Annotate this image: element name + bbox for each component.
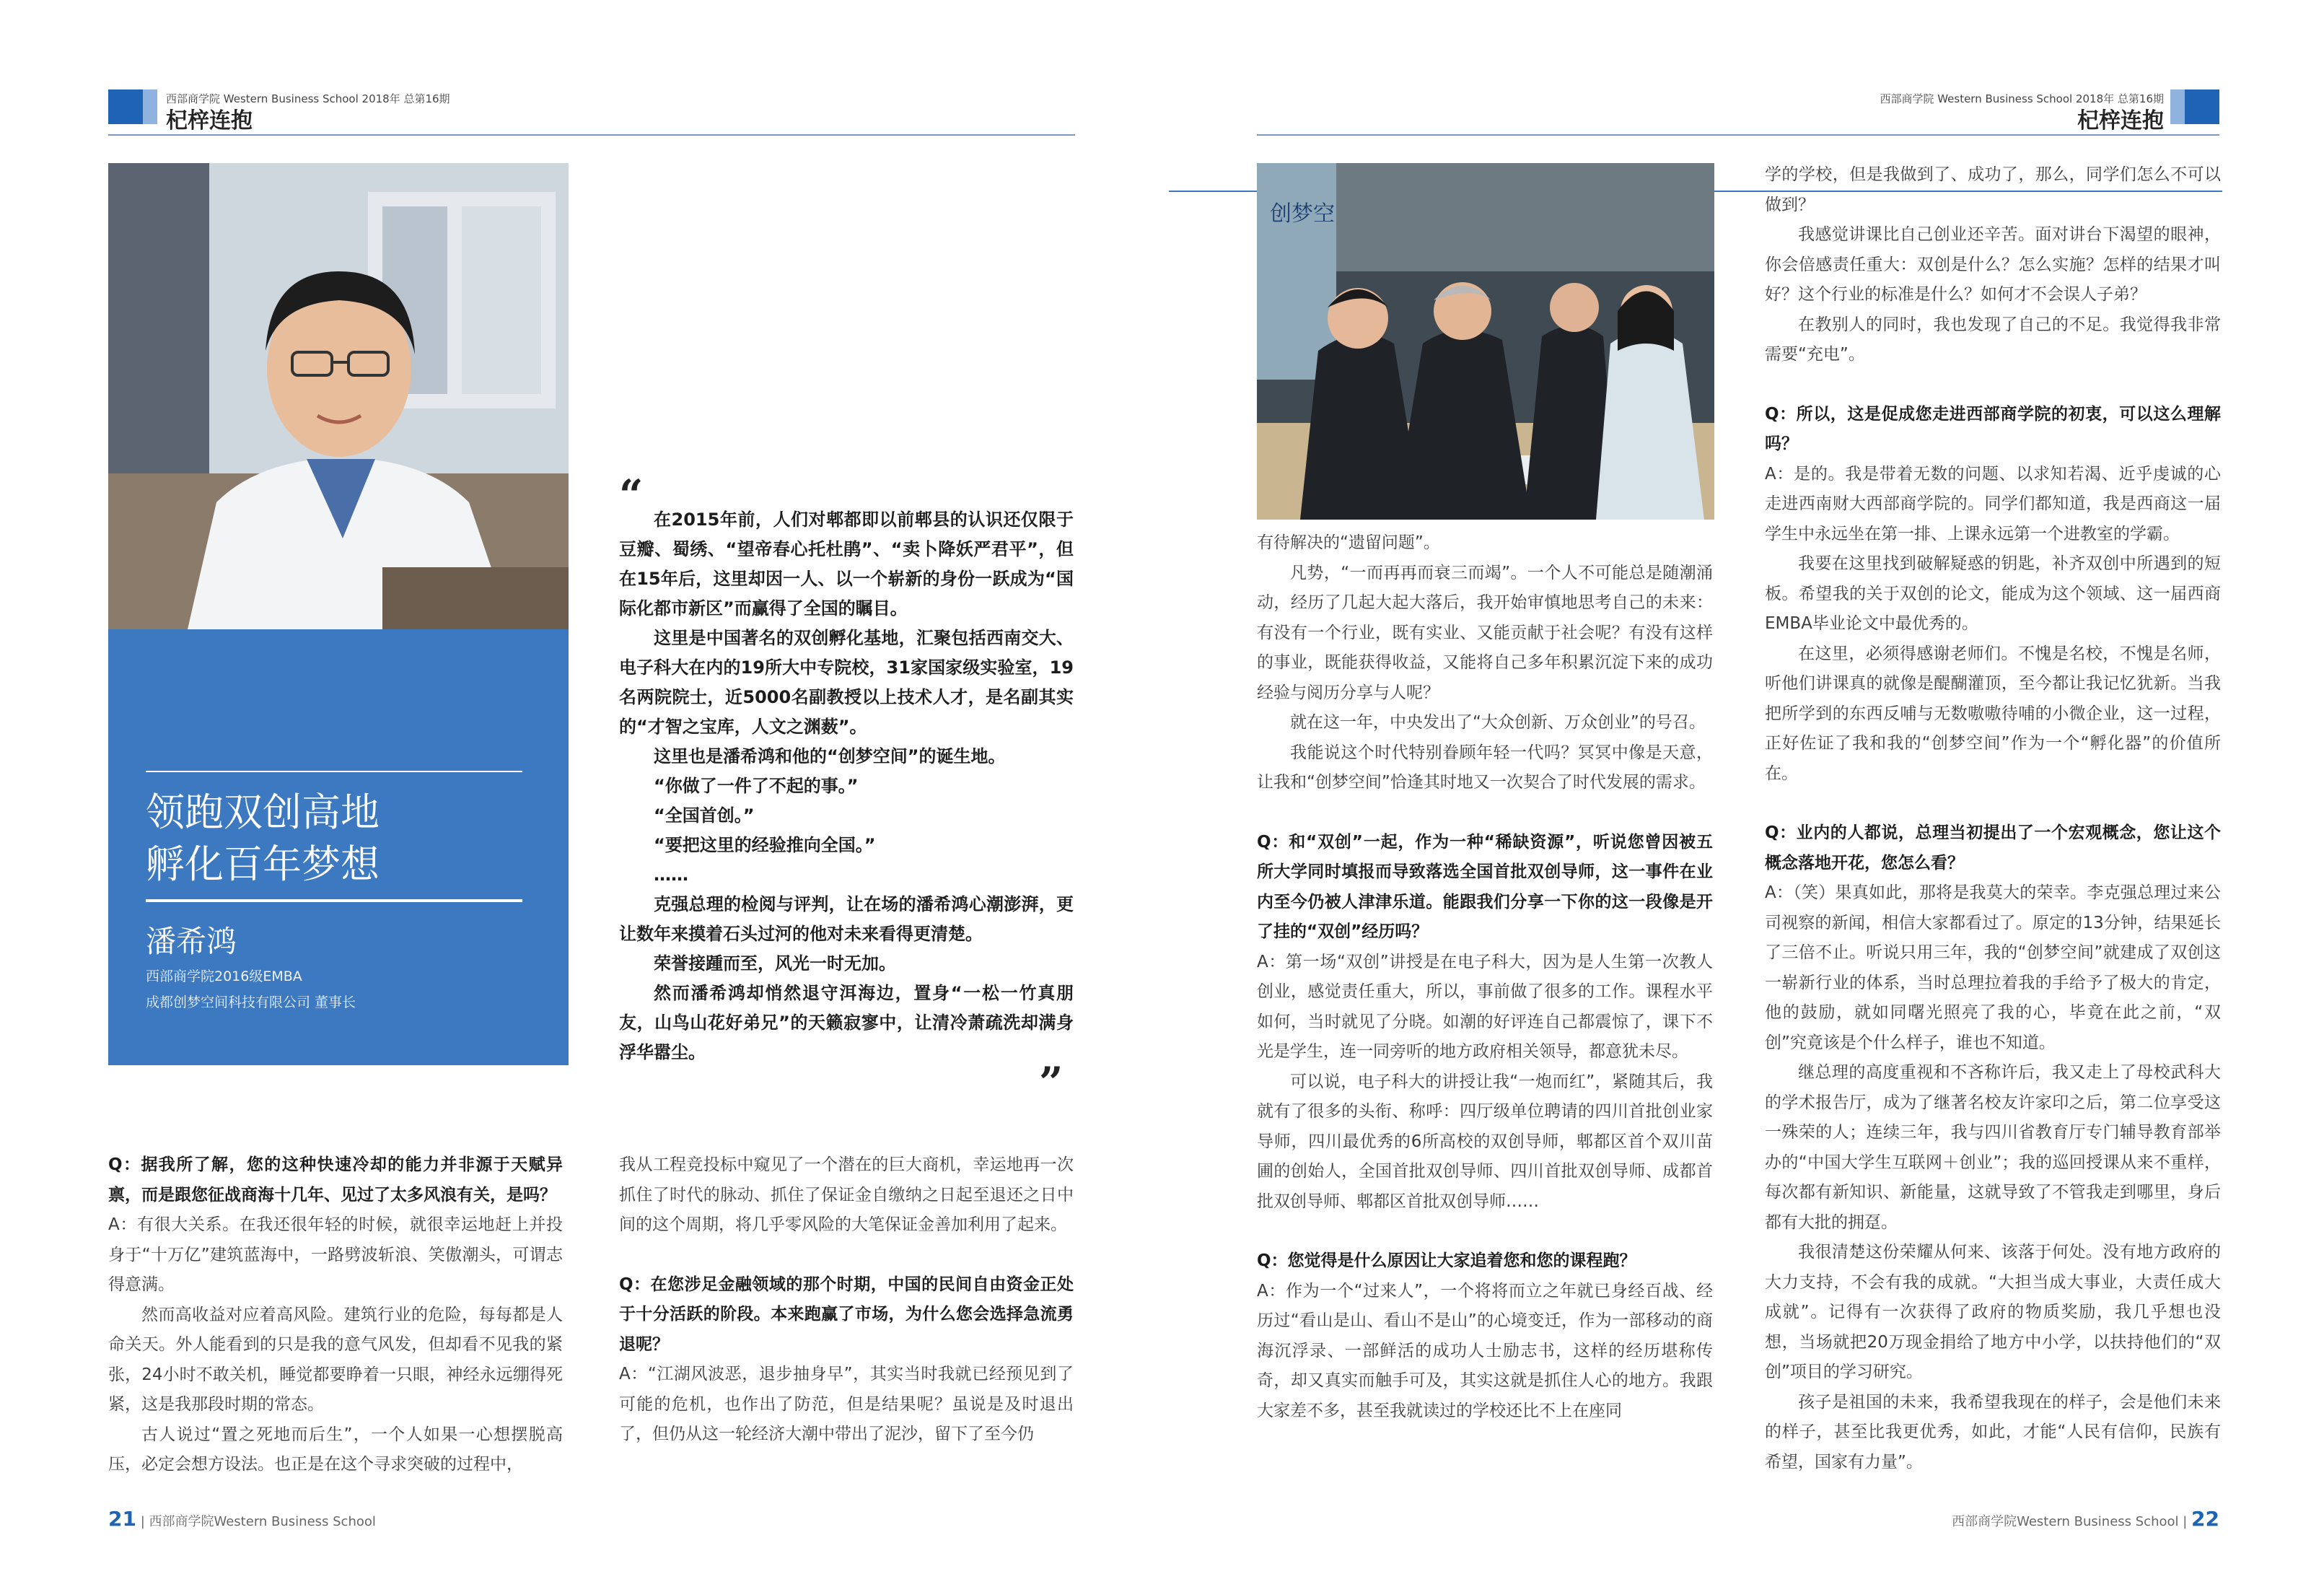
footer-right	[1952, 1507, 2219, 1531]
header-rule-right	[1257, 134, 2219, 136]
page-number-left: 21	[108, 1507, 136, 1531]
body-paragraph: 学的学校，但是我做到了、成功了，那么，同学们怎么不可以做到？	[1765, 165, 2221, 214]
header-right-issue: 西部商学院 Western Business School 2018年 总第16期	[1880, 92, 2164, 105]
quote-para: 克强总理的检阅与评判，让在场的潘希鸿心潮澎湃，更让数年来摸着石头过河的他对未来看得更清楚。	[619, 894, 1074, 944]
footer-left-text: | 西部商学院Western Business School	[140, 1514, 376, 1529]
body-paragraph: 在教别人的同时，我也发现了自己的不足。我觉得我非常需要“充电”。	[1765, 315, 2221, 364]
paragraph-gap	[1765, 789, 2221, 818]
quote-open-mark: “	[619, 471, 644, 520]
pull-quote	[619, 505, 1074, 1067]
profile-panel	[108, 629, 569, 1065]
quote-para: 然而潘希鸿却悄然退守洱海边，置身“一松一竹真朋友，山鸟山花好弟兄”的天籁寂寥中，让清冷萧疏洗却满身浮华嚣尘。	[619, 983, 1074, 1062]
photo-sign-text: 创梦空	[1270, 201, 1335, 227]
profile-rule-bottom	[146, 899, 522, 902]
body-paragraph: 古人说过“置之死地而后生”，一个人如果一心想摆脱高压，必定会想方设法。也正是在这个寻求突破的过程中，	[108, 1425, 563, 1474]
body-paragraph: 我能说这个时代特别眷顾年轻一代吗？冥冥中像是天意，让我和“创梦空间”恰逢其时地又一次契合了时代发展的需求。	[1257, 743, 1713, 792]
header-right-title: 杞梓连抱	[2077, 108, 2164, 134]
profile-headline-1: 领跑双创高地	[146, 790, 380, 835]
header-rule-left	[108, 134, 1075, 136]
body-paragraph: 就在这一年，中央发出了“大众创新、万众创业”的号召。	[1290, 713, 1706, 732]
body-paragraph: 凡势，“一而再再而衰三而竭”。一个人不可能总是随潮涌动，经历了几起大起大落后，我开始审慎地思考自己的未来：有没有一个行业，既有实业、又能贡献于社会呢？有没有这样的事业，既能获得收益，又能将自己多年积累沉淀下来的成功经验与阅历分享与人呢？	[1257, 563, 1713, 702]
footer-left	[108, 1507, 376, 1531]
answer-paragraph: A：“江湖风波恶，退步抽身早”，其实当时我就已经预见到了可能的危机，也作出了防范，但是结果呢？虽说是及时退出了，但仍从这一轮经济大潮中带出了泥沙，留下了至今仍	[619, 1365, 1074, 1443]
header-accent-left-light	[143, 89, 157, 124]
portrait-photo	[108, 163, 569, 629]
body-paragraph: 我很清楚这份荣耀从何来、该落于何处。没有地方政府的大力支持，不会有我的成就。“大担当成大事业，大责任成大成就”。记得有一次获得了政府的物质奖励，我几乎想也没想，当场就把20万现金捐给了地方中小学，以扶持他们的“双创”项目的学习研究。	[1765, 1243, 2221, 1381]
paragraph-gap	[1765, 370, 2221, 400]
header-left-title: 杞梓连抱	[166, 108, 253, 134]
footer-right-text: 西部商学院Western Business School |	[1952, 1514, 2188, 1529]
header-accent-right-light	[2170, 89, 2185, 124]
body-paragraph: 孩子是祖国的未来，我希望我现在的样子，会是他们未来的样子，甚至比我更优秀，如此，才能“人民有信仰，民族有希望，国家有力量”。	[1765, 1392, 2221, 1472]
quote-para: “要把这里的经验推向全国。”	[654, 835, 876, 855]
profile-name: 潘希鸿	[146, 924, 237, 959]
quote-para: ……	[654, 865, 688, 885]
profile-line-1: 西部商学院2016级EMBA	[146, 969, 302, 984]
question: Q：据我所了解，您的这种快速冷却的能力并非源于天赋异禀，而是跟您征战商海十几年、见过了太多风浪有关，是吗？	[108, 1155, 563, 1205]
quote-para: “你做了一件了不起的事。”	[654, 776, 859, 796]
answer-paragraph: A：作为一个“过来人”，一个将将而立之年就已身经百战、经历过“看山是山、看山不是山”的心境变迁，作为一部移动的商海沉浮录、一部鲜活的成功人士励志书，这样的经历堪称传奇，却又真实而触手可及，其实这就是抓住人心的地方。我跟大家差不多，甚至我就读过的学校还比不上在座同	[1257, 1281, 1713, 1420]
body-paragraph: 可以说，电子科大的讲授让我“一炮而红”，紧随其后，我就有了很多的头衔、称呼：四厅级单位聘请的四川首批创业家导师，四川最优秀的6所高校的双创导师，郫都区首个双川苗圃的创始人，全国首批双创导师、四川首批双创导师、成都首批双创导师、郫都区首批双创导师……	[1257, 1072, 1713, 1211]
question: Q：和“双创”一起，作为一种“稀缺资源”，听说您曾因被五所大学同时填报而导致落选全国首批双创导师，这一事件在业内至今仍被人津津乐道。能跟我们分享一下你的这一段像是开了挂的“双创”经历吗？	[1257, 832, 1713, 941]
profile-headline-2: 孵化百年梦想	[146, 841, 380, 887]
question: Q：在您涉足金融领域的那个时期，中国的民间自由资金正处于十分活跃的阶段。本来跑赢了市场，为什么您会选择急流勇退呢？	[619, 1275, 1074, 1354]
column-1	[108, 1150, 563, 1480]
column-2	[619, 1150, 1074, 1450]
header-accent-left	[108, 89, 143, 124]
profile-rule-top	[146, 771, 522, 772]
body-paragraph: 在这里，必须得感谢老师们。不愧是名校，不愧是名师，听他们讲课真的就像是醍醐灌顶，至今都让我记忆犹新。当我把所学到的东西反哺与无数嗷嗷待哺的小微企业，这一过程，正好佐证了我和我的“创梦空间”作为一个“孵化器”的价值所在。	[1765, 644, 2221, 783]
body-paragraph: 然而高收益对应着高风险。建筑行业的危险，每每都是人命关天。外人能看到的只是我的意气风发，但却看不见我的紧张，24小时不敢关机，睡觉都要睁着一只眼，神经永远绷得死紧，这是我那段时期的常态。	[108, 1305, 563, 1414]
event-photo	[1257, 163, 1714, 520]
answer-paragraph: A：是的。我是带着无数的问题、以求知若渴、近乎虔诚的心走进西南财大西部商学院的。同学们都知道，我是西商这一届学生中永远坐在第一排、上课永远第一个进教室的学霸。	[1765, 464, 2221, 543]
body-paragraph: 我要在这里找到破解疑惑的钥匙，补齐双创中所遇到的短板。希望我的关于双创的论文，能成为这个领域、这一届西商EMBA毕业论文中最优秀的。	[1765, 554, 2221, 633]
quote-para: 在2015年前，人们对郫都即以前郫县的认识还仅限于豆瓣、蜀绣、“望帝春心托杜鹃”、“卖卜降妖严君平”，但在15年后，这里却因一人、以一个崭新的身份一跃成为“国际化都市新区”而赢得了全国的瞩目。	[619, 510, 1074, 618]
quote-para: “全国首创。”	[654, 805, 755, 826]
question: Q：所以，这是促成您走进西部商学院的初衷，可以这么理解吗？	[1765, 404, 2221, 453]
answer-paragraph: A：有很大关系。在我还很年轻的时候，就很幸运地赶上并投身于“十万亿”建筑蓝海中，一路劈波斩浪、笑傲潮头，可谓志得意满。	[108, 1215, 563, 1294]
body-paragraph: 我感觉讲课比自己创业还辛苦。面对讲台下渴望的眼神，你会倍感责任重大：双创是什么？怎么实施？怎样的结果才叫好？这个行业的标准是什么？如何才不会误人子弟？	[1765, 225, 2221, 304]
body-paragraph: 我从工程竞投标中窥见了一个潜在的巨大商机，幸运地再一次抓住了时代的脉动、抓住了保证金自缴纳之日起至退还之日中间的这个周期，将几乎零风险的大笔保证金善加利用了起来。	[619, 1155, 1074, 1234]
question: Q：您觉得是什么原因让大家追着您和您的课程跑？	[1257, 1251, 1636, 1270]
paragraph-gap	[1257, 798, 1713, 828]
page-number-right: 22	[2191, 1507, 2219, 1531]
quote-close-mark: ”	[1039, 1058, 1064, 1107]
body-paragraph: 有待解决的“遗留问题”。	[1257, 533, 1440, 552]
answer-paragraph: A：第一场“双创”讲授是在电子科大，因为是人生第一次教人创业，感觉责任重大，所以，事前做了很多的工作。课程水平如何，当时就见了分晓。如潮的好评连自己都震惊了，课下不光是学生，连一同旁听的地方政府相关领导，都意犹未尽。	[1257, 952, 1713, 1061]
quote-para: 这里是中国著名的双创孵化基地，汇聚包括西南交大、电子科大在内的19所大中专院校，31家国家级实验室，19名两院院士，近5000名副教授以上技术人才，是名副其实的“才智之宝库，人文之渊薮”。	[619, 628, 1074, 737]
quote-para: 荣誉接踵而至，风光一时无加。	[654, 953, 896, 974]
paragraph-gap	[619, 1241, 1074, 1270]
question: Q：业内的人都说，总理当初提出了一个宏观概念，您让这个概念落地开花，您怎么看？	[1765, 823, 2221, 873]
header-left-issue: 西部商学院 Western Business School 2018年 总第16期	[166, 92, 450, 105]
column-4	[1765, 160, 2221, 1477]
paragraph-gap	[1257, 1217, 1713, 1246]
portrait-illustration	[108, 163, 569, 629]
answer-paragraph: A：（笑）果真如此，那将是我莫大的荣幸。李克强总理过来公司视察的新闻，相信大家都看过了。原定的13分钟，结果延长了三倍不止。听说只用三年，我的“创梦空间”就建成了双创这一崭新行业的体系，当时总理拉着我的手给予了极大的肯定，他的鼓励，就如同曙光照亮了我的心，毕竟在此之前，“双创”究竟该是个什么样子，谁也不知道。	[1765, 883, 2221, 1052]
quote-para: 这里也是潘希鸿和他的“创梦空间”的诞生地。	[654, 746, 1006, 766]
event-illustration	[1257, 163, 1714, 520]
header-accent-right	[2185, 89, 2219, 124]
body-paragraph: 继总理的高度重视和不吝称许后，我又走上了母校武科大的学术报告厅，成为了继著名校友许家印之后，第二位享受这一殊荣的人；连续三年，我与四川省教育厅专门辅导教育部举办的“中国大学生互联网＋创业”；我的巡回授课从来不重样，每次都有新知识、新能量，这就导致了不管我走到哪里，身后都有大批的拥趸。	[1765, 1063, 2221, 1232]
column-3	[1257, 528, 1713, 1426]
profile-line-2: 成都创梦空间科技有限公司 董事长	[146, 994, 356, 1010]
